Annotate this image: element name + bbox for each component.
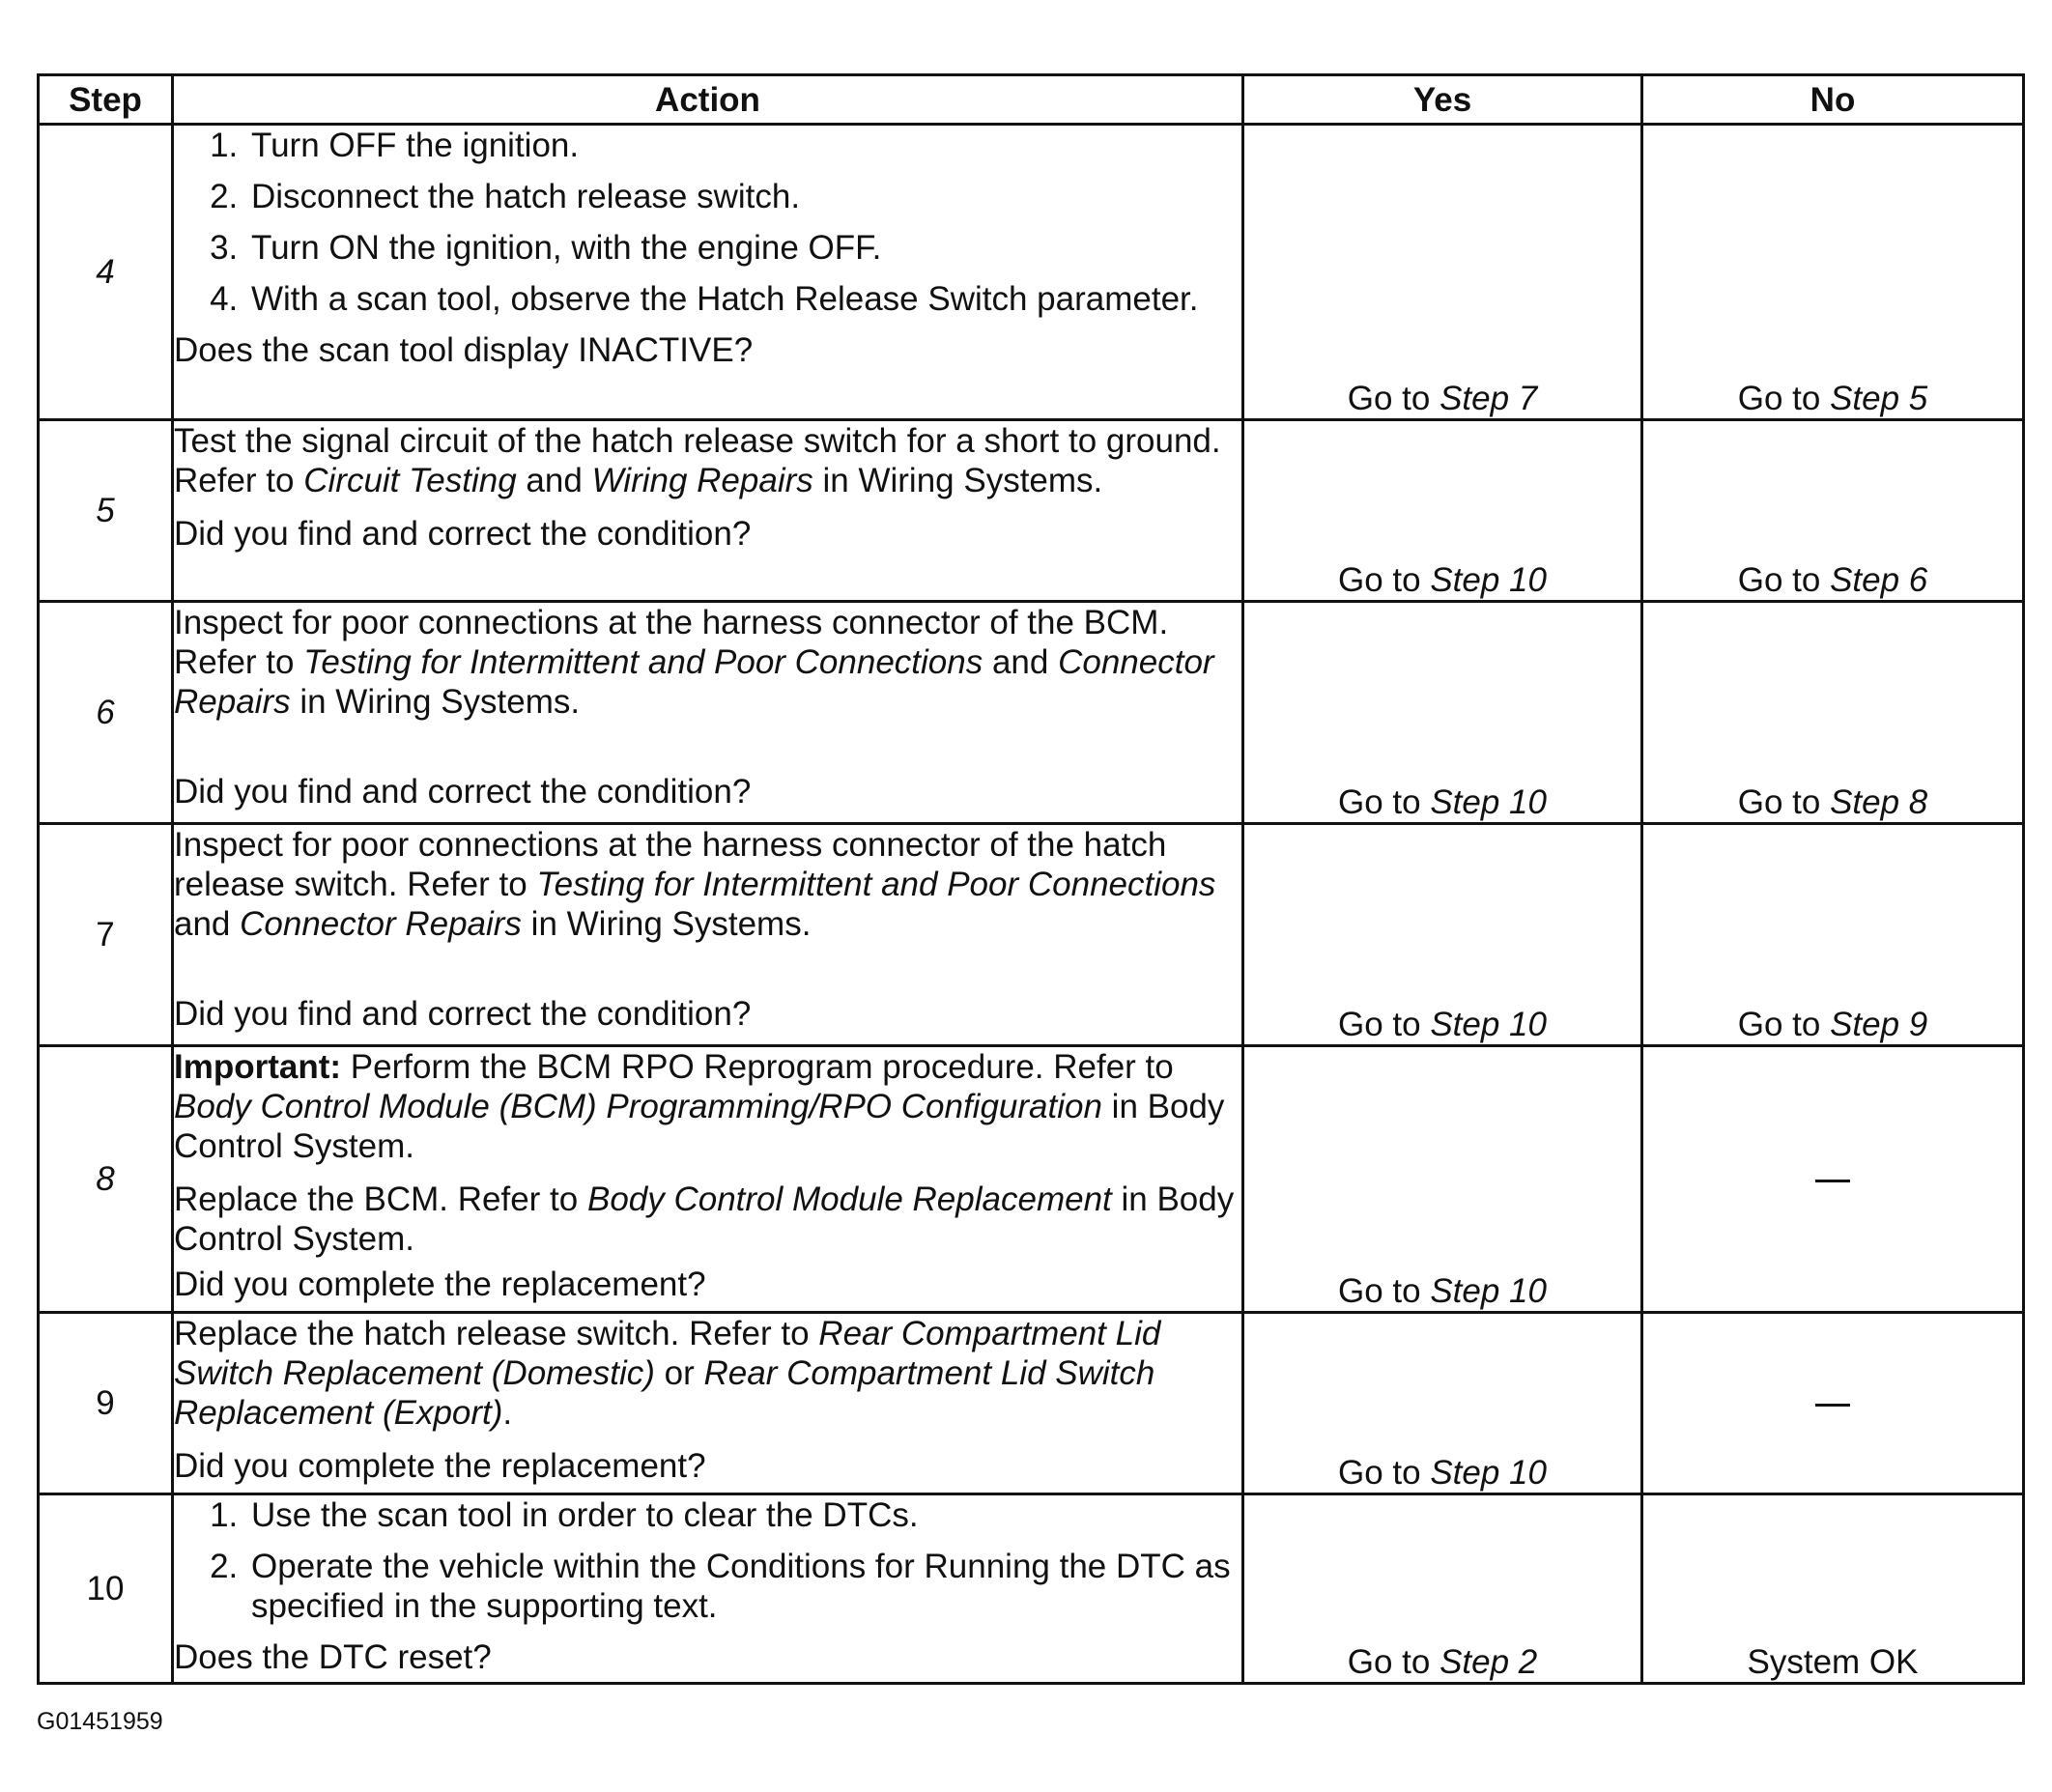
yes-step-ref: Step 10	[1430, 1454, 1547, 1492]
step-number: 4	[39, 125, 173, 420]
no-cell	[1642, 1494, 2024, 1684]
action-text: Replace the BCM. Refer to Body Control Module Replacement in Body Control System.	[174, 1180, 1235, 1258]
step-number: 8	[39, 1046, 173, 1313]
action-cell	[173, 602, 1243, 824]
table-row	[39, 125, 2024, 420]
action-question: Did you find and correct the condition?	[174, 515, 752, 553]
header-step: Step	[39, 75, 173, 125]
table-row	[39, 1046, 2024, 1313]
yes-step-ref: Step 10	[1430, 561, 1547, 599]
yes-prefix: Go to	[1338, 1006, 1431, 1043]
diagnostic-table	[37, 73, 2025, 1685]
action-cell	[173, 824, 1243, 1046]
header-row	[39, 75, 2024, 125]
no-cell	[1642, 1313, 2024, 1494]
no-result: System OK	[1747, 1643, 1919, 1681]
no-cell	[1642, 824, 2024, 1046]
no-step-ref: Step 9	[1830, 1006, 1928, 1043]
yes-cell	[1243, 420, 1642, 602]
yes-step-ref: Step 2	[1439, 1643, 1538, 1681]
important-note: Important: Perform the BCM RPO Reprogram procedure. Refer to Body Control Module (BCM) Programming/RPO Configuration in Body Control System.	[174, 1048, 1225, 1165]
header-yes: Yes	[1243, 75, 1642, 125]
action-question: Did you complete the replacement?	[174, 1266, 706, 1303]
action-cell	[173, 125, 1243, 420]
yes-cell	[1243, 125, 1642, 420]
list-item: 4. With a scan tool, observe the Hatch Release Switch parameter.	[247, 279, 1241, 319]
no-cell	[1642, 1046, 2024, 1313]
step-list	[174, 126, 1241, 319]
yes-step-ref: Step 10	[1430, 783, 1547, 821]
yes-prefix: Go to	[1338, 561, 1431, 599]
yes-cell	[1243, 602, 1642, 824]
yes-prefix: Go to	[1347, 1643, 1440, 1681]
yes-prefix: Go to	[1338, 783, 1431, 821]
no-cell	[1642, 602, 2024, 824]
table-row	[39, 1313, 2024, 1494]
action-text: Inspect for poor connections at the harness connector of the BCM. Refer to Testing for Intermittent and Poor Connections and Connector Repairs in Wiring Systems.	[174, 604, 1214, 721]
yes-step-ref: Step 10	[1430, 1006, 1547, 1043]
yes-cell	[1243, 824, 1642, 1046]
not-applicable-dash	[1815, 1404, 1850, 1407]
action-cell	[173, 1494, 1243, 1684]
no-cell	[1642, 420, 2024, 602]
action-question: Does the scan tool display INACTIVE?	[174, 331, 754, 369]
step-number: 6	[39, 602, 173, 824]
action-text: Inspect for poor connections at the harness connector of the hatch release switch. Refer to Testing for Intermittent and Poor Connections and Connector Repairs in Wiring Systems.	[174, 826, 1216, 943]
yes-step-ref: Step 10	[1430, 1272, 1547, 1310]
table-row	[39, 602, 2024, 824]
no-step-ref: Step 8	[1830, 783, 1928, 821]
list-item: 1. Use the scan tool in order to clear the DTCs.	[247, 1495, 1241, 1535]
list-item: 3. Turn ON the ignition, with the engine OFF.	[247, 228, 1241, 268]
header-action: Action	[173, 75, 1243, 125]
important-label: Important:	[174, 1048, 342, 1086]
list-item: 2. Disconnect the hatch release switch.	[247, 177, 1241, 216]
yes-prefix: Go to	[1338, 1272, 1431, 1310]
figure-id: G01451959	[37, 1708, 163, 1735]
step-list	[174, 1495, 1241, 1626]
no-prefix: Go to	[1737, 561, 1831, 599]
header-no: No	[1642, 75, 2024, 125]
action-text: Replace the hatch release switch. Refer to Rear Compartment Lid Switch Replacement (Domestic) or Rear Compartment Lid Switch Replacement (Export).	[174, 1315, 1161, 1432]
yes-cell	[1243, 1313, 1642, 1494]
yes-cell	[1243, 1046, 1642, 1313]
action-question: Did you complete the replacement?	[174, 1447, 706, 1485]
table-row	[39, 1494, 2024, 1684]
action-question: Did you find and correct the condition?	[174, 995, 752, 1033]
table-row	[39, 420, 2024, 602]
yes-cell	[1243, 1494, 1642, 1684]
action-cell	[173, 1046, 1243, 1313]
list-item: 1. Turn OFF the ignition.	[247, 126, 1241, 165]
step-number: 5	[39, 420, 173, 602]
yes-prefix: Go to	[1347, 380, 1440, 417]
yes-prefix: Go to	[1338, 1454, 1431, 1492]
yes-step-ref: Step 7	[1439, 380, 1538, 417]
no-step-ref: Step 5	[1830, 380, 1928, 417]
not-applicable-dash	[1815, 1180, 1850, 1182]
no-prefix: Go to	[1737, 1006, 1831, 1043]
step-number: 7	[39, 824, 173, 1046]
table-row	[39, 824, 2024, 1046]
no-step-ref: Step 6	[1830, 561, 1928, 599]
action-cell	[173, 1313, 1243, 1494]
no-prefix: Go to	[1737, 783, 1831, 821]
step-number: 9	[39, 1313, 173, 1494]
step-number: 10	[39, 1494, 173, 1684]
list-item: 2. Operate the vehicle within the Conditions for Running the DTC as specified in the supporting text.	[247, 1547, 1241, 1626]
action-cell	[173, 420, 1243, 602]
no-prefix: Go to	[1737, 380, 1831, 417]
action-text: Test the signal circuit of the hatch release switch for a short to ground. Refer to Circuit Testing and Wiring Repairs in Wiring Systems.	[174, 422, 1221, 499]
no-cell	[1642, 125, 2024, 420]
action-question: Did you find and correct the condition?	[174, 773, 752, 811]
action-question: Does the DTC reset?	[174, 1638, 492, 1676]
